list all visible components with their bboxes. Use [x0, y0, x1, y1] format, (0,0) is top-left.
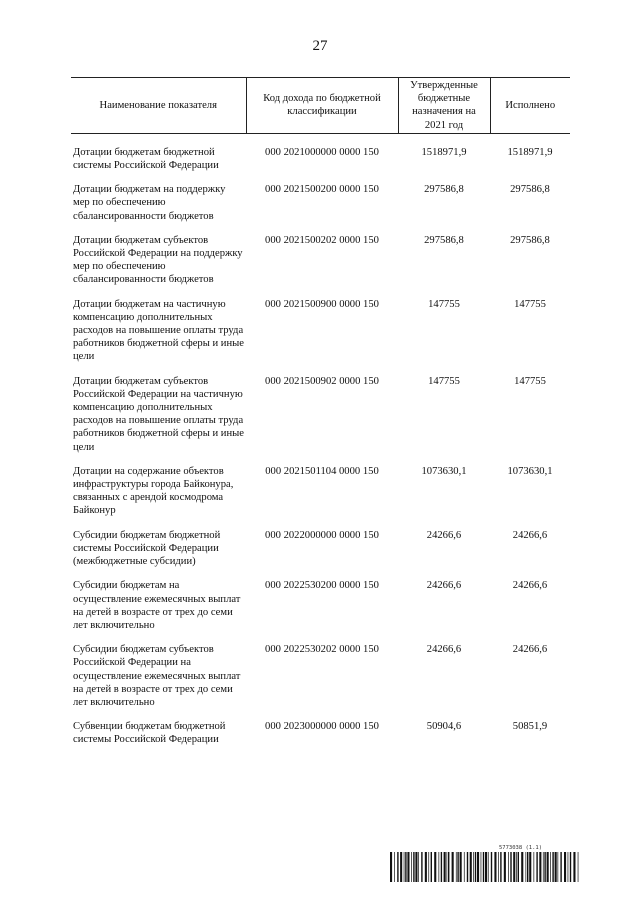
row-code: 000 2022000000 0000 150 [265, 529, 379, 541]
row-approved: 50904,6 [426, 721, 462, 733]
page-number: 27 [312, 38, 328, 54]
row-approved: 24266,6 [426, 529, 462, 541]
row-code: 000 2022530200 0000 150 [265, 580, 379, 592]
header-code: Код дохода по бюджетной классификации [246, 78, 398, 134]
row-executed: 147755 [514, 298, 546, 310]
row-name: Дотации бюджетам бюджетной системы Российской Федерации [73, 146, 219, 172]
row-name: Субвенции бюджетам бюджетной системы Российской Федерации [73, 721, 226, 746]
barcode-id: 5773038 (1.1) [498, 845, 542, 851]
row-approved: 1518971,9 [421, 146, 467, 158]
row-executed: 1073630,1 [507, 465, 553, 477]
row-code: 000 2021000000 0000 150 [265, 146, 379, 158]
row-approved: 1073630,1 [421, 465, 467, 477]
row-code: 000 2021501104 0000 150 [265, 465, 379, 477]
header-executed: Исполнено [490, 78, 570, 134]
row-code: 000 2022530202 0000 150 [265, 644, 379, 656]
row-name: Субсидии бюджетам на осуществление ежемесячных выплат на детей в возрасте от трех до семи лет включительно [73, 580, 241, 631]
row-name: Дотации бюджетам на частичную компенсацию дополнительных расходов на повышение оплаты труда работников бюджетной сферы и иные цели [73, 298, 244, 363]
row-code: 000 2021500900 0000 150 [265, 298, 379, 310]
row-code: 000 2021500200 0000 150 [265, 184, 379, 196]
table-row [71, 133, 570, 172]
row-name: Дотации бюджетам субъектов Российской Федерации на частичную компенсацию дополнительных расходов на повышение оплаты труда работников бюджетной сферы и иные цели [73, 375, 244, 453]
row-executed: 24266,6 [512, 580, 548, 592]
header-name: Наименование показателя [71, 78, 246, 134]
row-executed: 1518971,9 [507, 146, 553, 158]
row-approved: 297586,8 [424, 234, 464, 246]
table-row [71, 632, 570, 709]
row-name: Субсидии бюджетам бюджетной системы Российской Федерации (межбюджетные субсидии) [73, 529, 221, 568]
row-approved: 147755 [428, 298, 460, 310]
row-approved: 24266,6 [426, 580, 462, 592]
row-name: Субсидии бюджетам субъектов Российской Федерации на осуществление ежемесячных выплат на детей в возрасте от трех до семи лет включительно [73, 644, 241, 708]
row-code: 000 2023000000 0000 150 [265, 721, 379, 733]
table-row [71, 709, 570, 746]
table-body [71, 133, 570, 746]
row-executed: 24266,6 [512, 644, 548, 656]
barcode-image [390, 852, 580, 882]
row-approved: 24266,6 [426, 644, 462, 656]
table-row [71, 454, 570, 518]
row-name: Дотации бюджетам на поддержку мер по обеспечению сбалансированности бюджетов [73, 184, 226, 222]
table-row [71, 287, 570, 364]
row-code: 000 2021500202 0000 150 [265, 234, 379, 246]
row-executed: 297586,8 [510, 234, 550, 246]
row-name: Дотации бюджетам субъектов Российской Федерации на поддержку мер по обеспечению сбалансированности бюджетов [73, 234, 243, 286]
table-row [71, 518, 570, 569]
row-executed: 147755 [514, 375, 546, 387]
row-executed: 50851,9 [512, 721, 548, 733]
row-executed: 24266,6 [512, 529, 548, 541]
row-approved: 297586,8 [424, 184, 464, 196]
row-code: 000 2021500902 0000 150 [265, 375, 379, 387]
header-approved: Утвержденные бюджетные назначения на 2021 год [398, 78, 490, 134]
table-row [71, 172, 570, 223]
row-executed: 297586,8 [510, 184, 550, 196]
table-row [71, 568, 570, 632]
table-row [71, 364, 570, 454]
budget-revenue-table [71, 77, 570, 747]
row-name: Дотации на содержание объектов инфраструктуры города Байконура, связанных с арендой космодрома Байконур [73, 465, 234, 517]
barcode-block [390, 845, 580, 882]
row-approved: 147755 [428, 375, 460, 387]
table-row [71, 223, 570, 287]
table-header [71, 78, 570, 134]
